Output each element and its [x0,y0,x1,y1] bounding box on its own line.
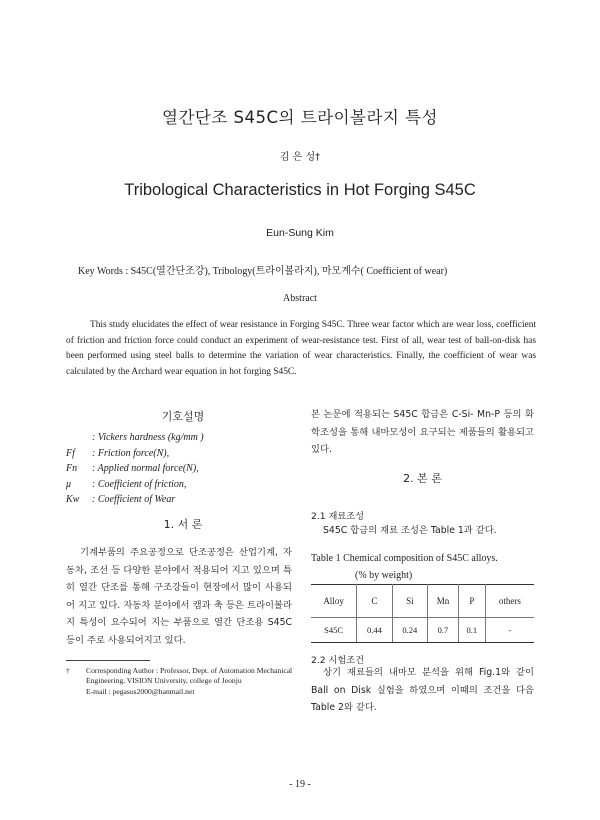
table-cell: 0.7 [428,618,459,643]
symbol-row [66,492,204,508]
section1-paragraph: 기계부품의 주요공정으로 단조공정은 산업기계, 자동차, 조선 등 다양한 분야에서 적용되어 지고 있으며 특히 열간 단조를 통해 구조강들이 현장에서 많이 사용되어 지고 있다. 자동차 분야에서 캠과 축 등은 트라이볼라지 특성이 요수되어 지는 부품으로 열간 단조용 S45C 등이 주로 사용되어지고 있다. [66,547,292,646]
symbol-row [66,477,204,493]
abstract-heading: Abstract [283,293,317,304]
keywords: Key Words : S45C(열간단조강), Tribology(트라이볼라지), 마모계수( Coefficient of wear) [78,266,448,277]
table1-caption-line2: (% by weight) [355,570,413,581]
page-number: - 19 - [289,779,311,790]
table-cell: 0.24 [392,618,427,643]
english-author: Eun-Sung Kim [266,227,334,239]
table1-caption [311,550,534,584]
symbol: μ [66,478,72,490]
table-header-cell: Si [392,585,427,618]
table-cell: 0.1 [458,618,485,643]
footnote-mark: † [66,666,70,675]
table-row [311,618,534,643]
symbol-description: : Vickers hardness (kg/mm ) [92,432,204,443]
section1-heading: 1. 서 론 [163,518,203,531]
symbol-description: : Coefficient of friction, [92,478,187,490]
table1-caption-line1: Table 1 Chemical composition of S45C alloys. [311,553,498,564]
footnote [66,666,298,697]
table-header-cell: Mn [428,585,459,618]
table1 [311,584,534,643]
abstract-text: This study elucidates the effect of wear resistance in Forging S45C. Three wear factor which are wear loss, coefficient of friction and friction force could conduct an experiment of wear-resistance test. First of all, wear test of ball-on-disk has been performed using steel balls to determine the variation of wear characteristics. Finally, the coefficient of wear was calculated by the Archard wear equation in hot forging S45C. [66,320,536,377]
symbol-description: : Applied normal force(N), [92,463,199,474]
footnote-text: Corresponding Author : Professor, Dept. of Automation Mechanical Engineering, VISION University, college of Jeonju E-mail : pegasus2000@hanmail.net [86,666,293,696]
table-cell: S45C [311,618,357,643]
section2-heading: 2. 본 론 [403,472,442,485]
table-header-cell: C [357,585,392,618]
subsection-2-2-heading: 2.2 시험조건 [311,655,365,666]
table-header-cell: P [458,585,485,618]
table-cell: 0.44 [357,618,392,643]
symbols-heading: 기호설명 [161,410,205,423]
symbol-row [66,446,204,462]
table-header-cell: others [485,585,534,618]
symbol-description: : Friction force(N), [92,447,170,459]
symbol: Fn [66,463,78,474]
table-header-cell: Alloy [311,585,357,618]
symbols-list [66,430,204,508]
subsection-2-1-paragraph: S45C 합금의 재료 조성은 Table 1과 같다. [323,525,497,536]
subsection-2-1-heading: 2.1 재료조성 [311,511,365,522]
table-header-row [311,585,534,618]
symbol-description: : Coefficient of Wear [92,494,176,505]
korean-title: 열간단조 S45C의 트라이볼라지 특성 [162,108,438,127]
symbol: Kw [66,494,80,505]
symbol-row [66,461,204,477]
subsection-2-2-paragraph: 상기 재료들의 내마모 분석을 위해 Fig.1와 같이 Ball on Disk 실험을 하였으며 이때의 조건을 다음 Table 2와 같다. [311,667,534,713]
footnote-divider [66,660,150,661]
english-title: Tribological Characteristics in Hot Forging S45C [124,181,476,199]
intro-continuation-paragraph: 본 논문에 적용되는 S45C 합금은 C-Si- Mn-P 등의 화학조성을 통해 내마모성이 요구되는 제품들의 활용되고 있다. [311,409,534,455]
symbol-row [66,430,204,446]
table-cell: - [485,618,534,643]
korean-author: 김 은 성† [279,152,321,163]
symbol: Ff [66,447,75,459]
